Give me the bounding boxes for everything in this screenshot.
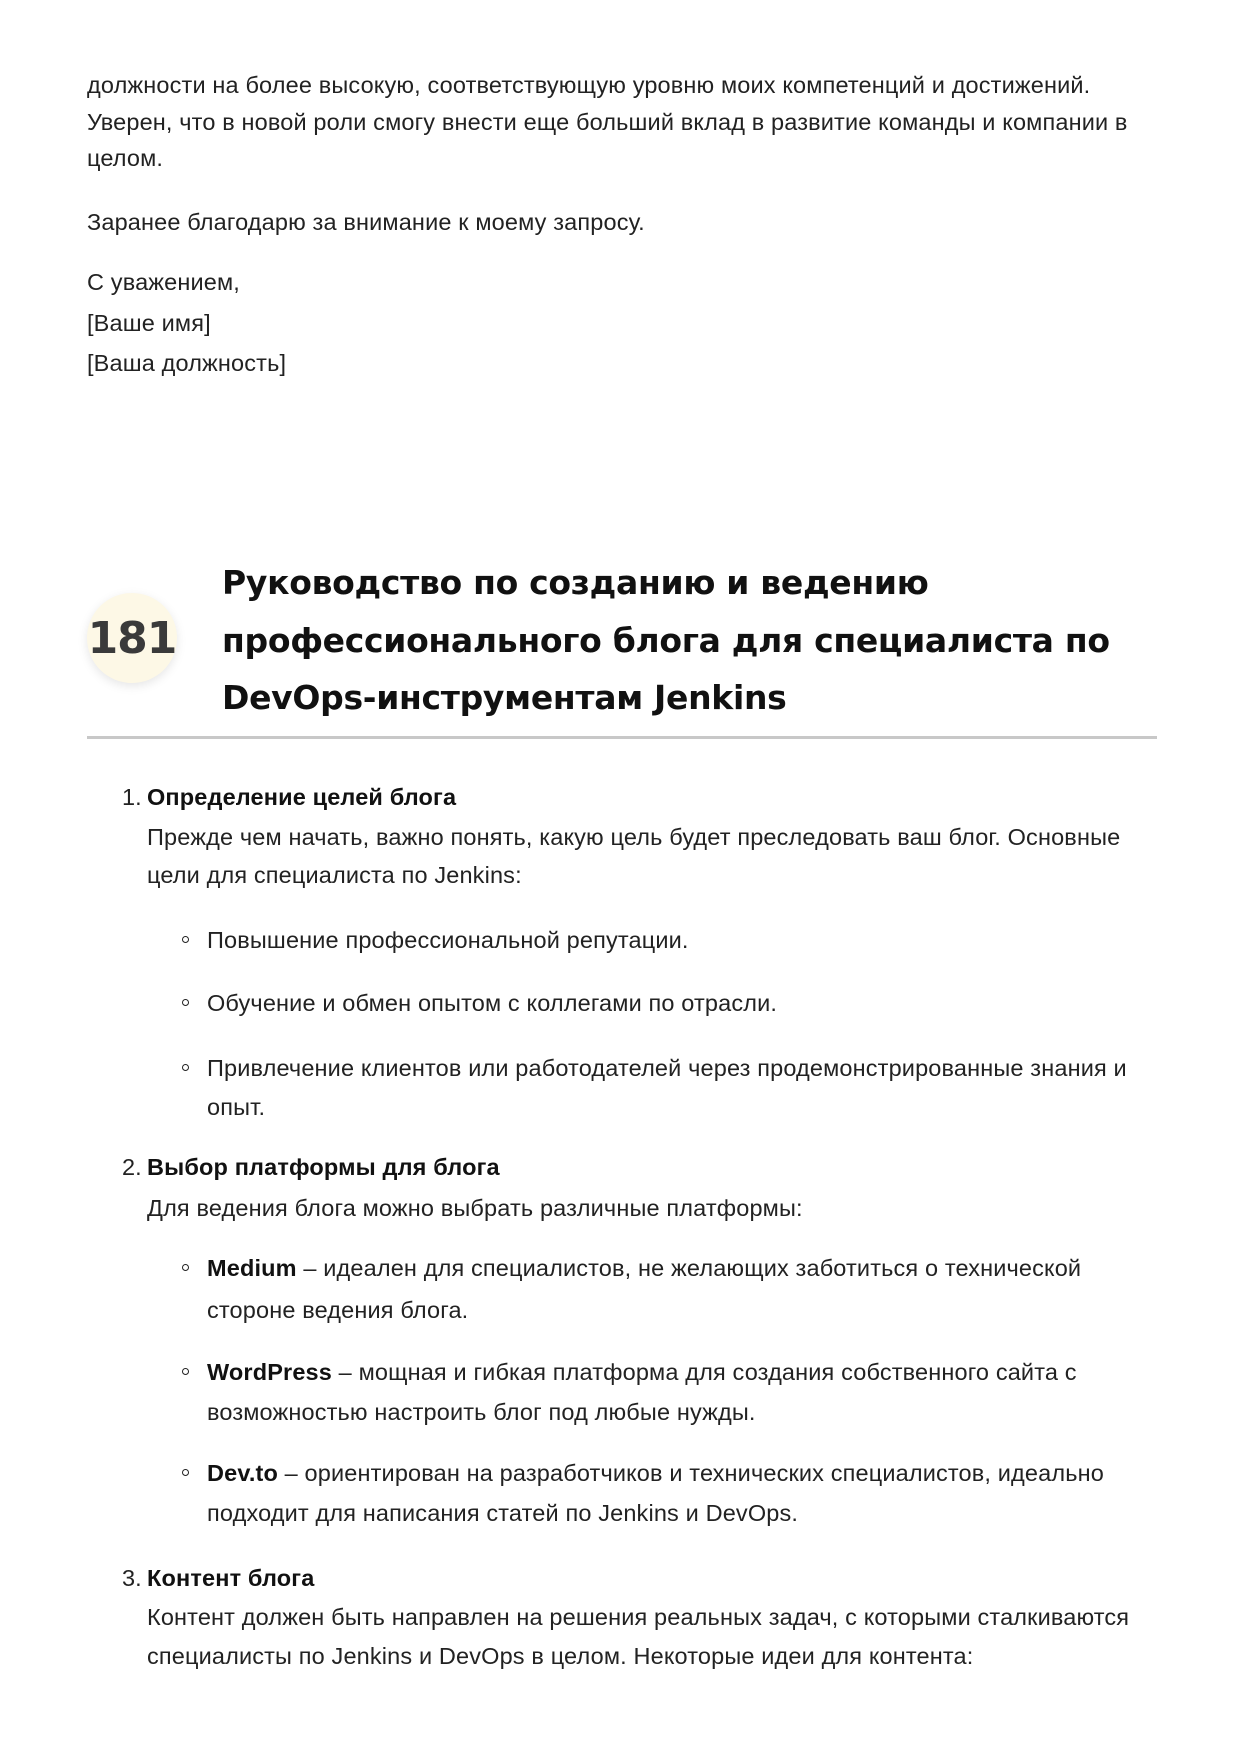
list-item-text: Контент должен быть направлен на решения реальных задач, с которыми сталкиваются xyxy=(147,1604,1130,1630)
circle-bullet-icon xyxy=(182,1469,189,1476)
sub-list-text: подходит для написания статей по Jenkins и DevOps. xyxy=(207,1500,799,1526)
heading-divider xyxy=(87,736,1157,739)
circle-bullet-icon xyxy=(182,1264,189,1271)
sub-list-text xyxy=(207,1458,1104,1488)
section-number-badge: 181 xyxy=(87,593,177,683)
list-item-text: специалисты по Jenkins и DevOps в целом. Некоторые идеи для контента: xyxy=(147,1643,974,1669)
paragraph-line: Уверен, что в новой роли смогу внести еще больший вклад в развитие команды и компании в xyxy=(87,109,1128,135)
platform-name: Dev.to xyxy=(207,1460,278,1486)
sub-list-text: опыт. xyxy=(207,1094,266,1120)
list-marker: 1. xyxy=(122,784,142,810)
platform-name: WordPress xyxy=(207,1359,332,1385)
circle-bullet-icon xyxy=(182,999,189,1006)
sub-list-text xyxy=(207,1253,1081,1283)
sub-list-text: Обучение и обмен опытом с коллегами по отрасли. xyxy=(207,990,778,1016)
list-item-text: Для ведения блога можно выбрать различные платформы: xyxy=(147,1195,803,1221)
sub-list-text: стороне ведения блога. xyxy=(207,1297,469,1323)
platform-description: – ориентирован на разработчиков и технических специалистов, идеально xyxy=(277,1460,1104,1486)
list-item-title-text: Определение целей блога xyxy=(147,784,457,810)
sub-list-text xyxy=(207,1357,1077,1387)
sub-list-text: Привлечение клиентов или работодателей через продемонстрированные знания и xyxy=(207,1055,1127,1081)
list-marker: 3. xyxy=(122,1565,142,1591)
section-title-line: профессионального блога для специалиста по xyxy=(222,621,1110,660)
list-item-title xyxy=(147,1152,500,1182)
sub-list-text: Повышение профессиональной репутации. xyxy=(207,927,689,953)
signature-name: [Ваше имя] xyxy=(87,310,211,336)
signature-closing: С уважением, xyxy=(87,269,240,295)
paragraph-line: должности на более высокую, соответствующую уровню моих компетенций и достижений. xyxy=(87,72,1091,98)
section-title-line: DevOps-инструментам Jenkins xyxy=(222,678,787,717)
platform-description: – мощная и гибкая платформа для создания собственного сайта с xyxy=(332,1359,1077,1385)
list-item-text: цели для специалиста по Jenkins: xyxy=(147,862,522,888)
sub-list-text: возможностью настроить блог под любые нужды. xyxy=(207,1399,756,1425)
signature-position: [Ваша должность] xyxy=(87,350,287,376)
platform-description: – идеален для специалистов, не желающих заботиться о технической xyxy=(296,1255,1082,1281)
circle-bullet-icon xyxy=(182,936,189,943)
list-item-text: Прежде чем начать, важно понять, какую цель будет преследовать ваш блог. Основные xyxy=(147,824,1121,850)
list-item-title-text: Выбор платформы для блога xyxy=(147,1154,500,1180)
paragraph-line: целом. xyxy=(87,145,164,171)
list-item-title-text: Контент блога xyxy=(147,1565,315,1591)
thanks-text: Заранее благодарю за внимание к моему запросу. xyxy=(87,209,645,235)
circle-bullet-icon xyxy=(182,1368,189,1375)
list-item-title xyxy=(147,1563,314,1593)
list-marker: 2. xyxy=(122,1154,142,1180)
circle-bullet-icon xyxy=(182,1064,189,1071)
list-item-title xyxy=(147,782,456,812)
section-title-line: Руководство по созданию и ведению xyxy=(222,563,929,602)
platform-name: Medium xyxy=(207,1255,297,1281)
